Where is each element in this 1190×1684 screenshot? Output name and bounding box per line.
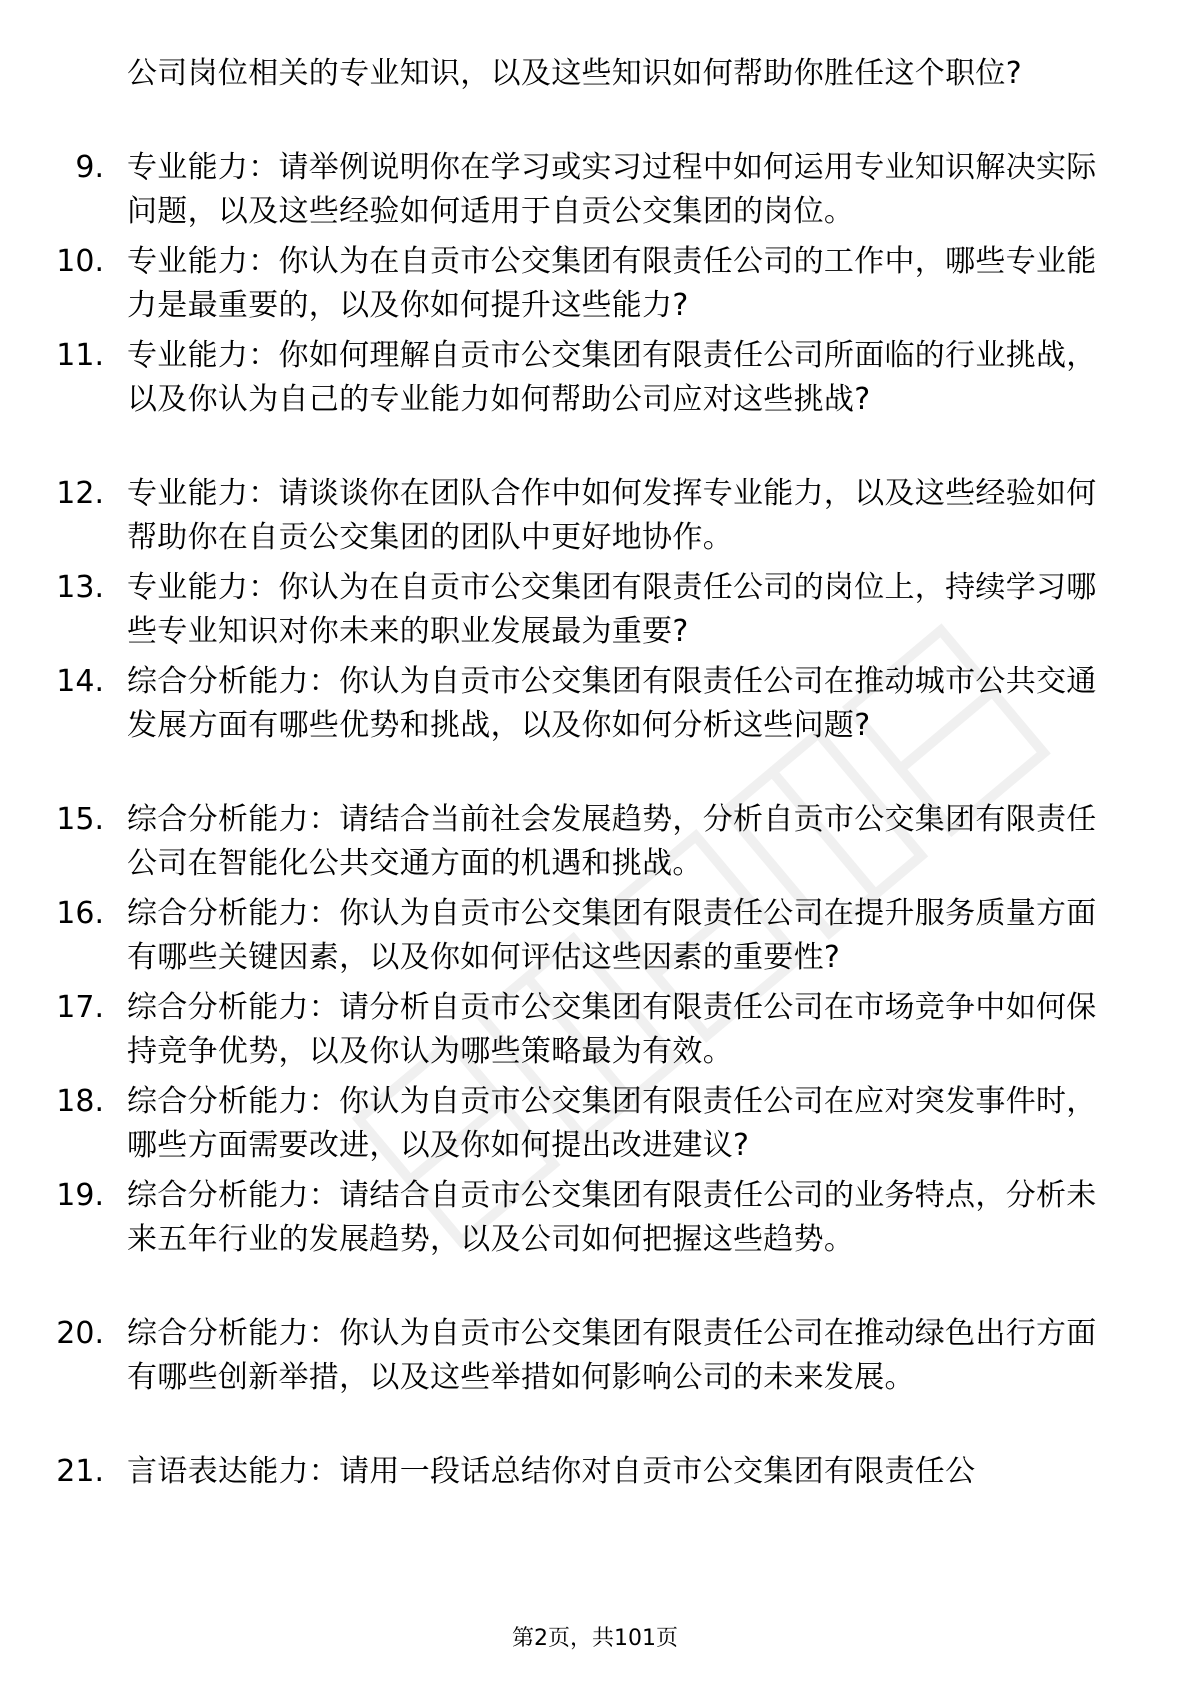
list-item-text: 言语表达能力：请用一段话总结你对自贡市公交集团有限责任公 xyxy=(127,1454,976,1489)
list-item-number: 20. xyxy=(56,1316,104,1351)
list-item-text: 专业能力：你如何理解自贡市公交集团有限责任公司所面临的行业挑战，以及你认为自己的专业能力如何帮助公司应对这些挑战? xyxy=(127,338,1097,417)
list-item-text: 专业能力：请谈谈你在团队合作中如何发挥专业能力，以及这些经验如何帮助你在自贡公交集团的团队中更好地协作。 xyxy=(127,476,1097,555)
list-item-text: 专业能力：你认为在自贡市公交集团有限责任公司的工作中，哪些专业能力是最重要的，以及你如何提升这些能力? xyxy=(127,244,1097,323)
list-item-number: 10. xyxy=(56,244,104,279)
list-item-number: 21. xyxy=(56,1454,104,1489)
list-item-number: 19. xyxy=(56,1178,104,1213)
list-item-number: 15. xyxy=(56,802,104,837)
list-item-text: 综合分析能力：你认为自贡市公交集团有限责任公司在推动城市公共交通发展方面有哪些优势和挑战，以及你如何分析这些问题? xyxy=(127,664,1097,743)
list-item-text: 综合分析能力：你认为自贡市公交集团有限责任公司在推动绿色出行方面有哪些创新举措，以及这些举措如何影响公司的未来发展。 xyxy=(127,1316,1097,1395)
list-item-text: 综合分析能力：请分析自贡市公交集团有限责任公司在市场竞争中如何保持竞争优势，以及你认为哪些策略最为有效。 xyxy=(127,990,1097,1069)
list-item-number: 17. xyxy=(56,990,104,1025)
list-item-number: 18. xyxy=(56,1084,104,1119)
list-item-text: 综合分析能力：你认为自贡市公交集团有限责任公司在应对突发事件时，哪些方面需要改进，以及你如何提出改进建议? xyxy=(127,1084,1097,1163)
list-item-text: 综合分析能力：你认为自贡市公交集团有限责任公司在提升服务质量方面有哪些关键因素，以及你如何评估这些因素的重要性? xyxy=(127,896,1097,975)
list-item-text: 专业能力：你认为在自贡市公交集团有限责任公司的岗位上，持续学习哪些专业知识对你未来的职业发展最为重要? xyxy=(127,570,1097,649)
list-item-text: 专业能力：请举例说明你在学习或实习过程中如何运用专业知识解决实际问题，以及这些经验如何适用于自贡公交集团的岗位。 xyxy=(127,150,1097,229)
page-number-footer: 第2页，共101页 xyxy=(512,1626,678,1651)
list-item-text: 综合分析能力：请结合当前社会发展趋势，分析自贡市公交集团有限责任公司在智能化公共交通方面的机遇和挑战。 xyxy=(127,802,1097,881)
list-item-number: 13. xyxy=(56,570,104,605)
list-item-number: 9. xyxy=(75,150,104,185)
list-item-number: 12. xyxy=(56,476,104,511)
list-item-number: 14. xyxy=(56,664,104,699)
list-item-text: 综合分析能力：请结合自贡市公交集团有限责任公司的业务特点，分析未来五年行业的发展趋势，以及公司如何把握这些趋势。 xyxy=(127,1178,1097,1257)
list-item-number: 11. xyxy=(56,338,104,373)
list-item-text: 公司岗位相关的专业知识，以及这些知识如何帮助你胜任这个职位? xyxy=(127,56,1022,91)
list-item-number: 16. xyxy=(56,896,104,931)
